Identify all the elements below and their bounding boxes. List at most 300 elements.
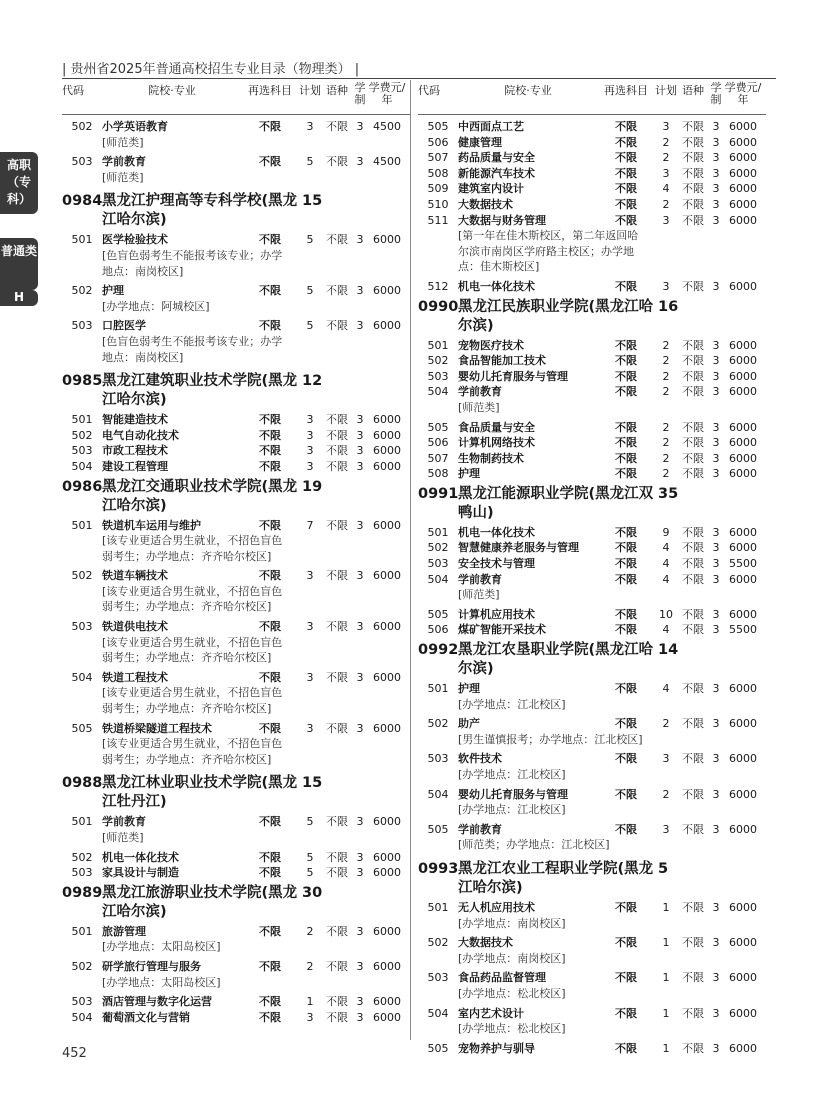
major-plan: 3 <box>662 822 670 836</box>
major-note: [师范类] <box>458 588 500 602</box>
major-subject: 不限 <box>259 444 281 458</box>
major-note: [办学地点：江北校区] <box>458 697 566 711</box>
major-code: 503 <box>427 752 449 766</box>
major-code: 503 <box>71 866 93 880</box>
major-fee: 6000 <box>373 1010 401 1024</box>
major-subject: 不限 <box>259 284 281 298</box>
major-code: 502 <box>71 284 93 298</box>
major-lang: 不限 <box>326 120 348 133</box>
major-code: 504 <box>427 572 449 586</box>
major-name: 医学检验技术 <box>102 233 168 247</box>
major-code: 502 <box>71 120 93 133</box>
major-code: 505 <box>427 607 449 621</box>
major-name: 智能建造技术 <box>102 413 168 427</box>
major-name: 小学英语教育 <box>102 120 168 133</box>
major-fee: 6000 <box>373 319 401 333</box>
major-name: 护理 <box>458 682 480 696</box>
major-note: [师范类] <box>102 170 144 184</box>
major-code: 506 <box>427 623 449 637</box>
major-name: 食品智能加工技术 <box>458 354 546 368</box>
major-fee: 6000 <box>373 850 401 864</box>
column-header <box>418 80 766 115</box>
major-lang: 不限 <box>326 233 348 247</box>
school-heading <box>418 298 766 336</box>
major-subject: 不限 <box>615 385 637 399</box>
left-column <box>62 80 410 1025</box>
major-lang: 不限 <box>326 413 348 427</box>
major-note: [办学地点：太阳岛校区] <box>102 940 221 954</box>
major-sys: 3 <box>712 752 720 766</box>
major-sys: 3 <box>356 120 364 133</box>
col-sys: 学制 <box>710 81 722 106</box>
major-fee: 6000 <box>729 787 757 801</box>
major-note: [该专业更适合男生就业，不招色盲色弱考生；办学地点：齐齐哈尔校区] <box>102 584 283 614</box>
major-note: [办学地点：江北校区] <box>458 768 566 781</box>
major-code: 501 <box>71 233 93 247</box>
major-code: 501 <box>427 900 449 914</box>
major-sys: 3 <box>356 155 364 169</box>
major-row <box>62 518 410 534</box>
major-subject: 不限 <box>259 866 281 880</box>
major-code: 501 <box>71 815 93 829</box>
school-code: 0989 <box>62 884 103 901</box>
major-name: 软件技术 <box>458 752 502 766</box>
major-code: 502 <box>427 354 449 368</box>
major-name: 计算机网络技术 <box>458 436 535 450</box>
major-fee: 6000 <box>729 213 757 227</box>
major-sys: 3 <box>712 369 720 383</box>
major-plan: 3 <box>662 752 670 766</box>
major-code: 506 <box>427 436 449 450</box>
major-row <box>62 232 410 248</box>
header-rule <box>62 78 776 79</box>
major-note: [第一年在佳木斯校区，第二年返回哈尔滨市南岗区学府路主校区；办学地点：佳木斯校区] <box>458 229 639 274</box>
side-tab-category: 普通类 <box>0 238 38 290</box>
major-code: 503 <box>71 444 93 458</box>
major-plan: 1 <box>662 971 670 985</box>
major-sys: 3 <box>712 787 720 801</box>
major-lang: 不限 <box>682 971 704 985</box>
major-code: 504 <box>427 1006 449 1020</box>
major-lang: 不限 <box>682 135 704 149</box>
col-subject: 再选科目 <box>604 84 648 97</box>
major-fee: 6000 <box>729 607 757 621</box>
major-subject: 不限 <box>615 151 637 165</box>
major-name: 学前教育 <box>458 822 502 836</box>
major-plan: 3 <box>662 213 670 227</box>
major-lang: 不限 <box>682 338 704 352</box>
major-sys: 3 <box>712 525 720 539</box>
major-row <box>418 935 766 951</box>
major-subject: 不限 <box>259 721 281 735</box>
major-row <box>62 721 410 737</box>
major-fee: 6000 <box>729 420 757 434</box>
major-lang: 不限 <box>682 682 704 696</box>
major-sys: 3 <box>356 444 364 458</box>
major-name: 助产 <box>458 717 480 731</box>
major-sys: 3 <box>356 850 364 864</box>
major-subject: 不限 <box>615 338 637 352</box>
major-sys: 3 <box>356 721 364 735</box>
major-subject: 不限 <box>615 572 637 586</box>
major-sys: 3 <box>712 936 720 950</box>
major-fee: 6000 <box>729 197 757 211</box>
major-lang: 不限 <box>326 924 348 938</box>
school-name: 黑龙江能源职业学院(黑龙江双鸭山) <box>458 485 654 521</box>
col-plan: 计划 <box>299 84 321 97</box>
school-code: 0985 <box>62 373 103 390</box>
major-lang: 不限 <box>326 959 348 973</box>
school-code: 0990 <box>418 298 459 315</box>
major-name: 葡萄酒文化与营销 <box>102 1010 190 1024</box>
major-note: [色盲色弱考生不能报考该专业；办学地点：南岗校区] <box>102 248 283 278</box>
major-code: 501 <box>71 924 93 938</box>
major-plan: 2 <box>662 385 670 399</box>
major-subject: 不限 <box>615 436 637 450</box>
major-code: 504 <box>71 670 93 684</box>
major-sys: 3 <box>356 459 364 473</box>
major-lang: 不限 <box>326 850 348 864</box>
school-code: 0988 <box>62 775 103 792</box>
major-lang: 不限 <box>682 525 704 539</box>
major-sys: 3 <box>712 135 720 149</box>
major-sys: 3 <box>712 420 720 434</box>
school-code: 0993 <box>418 860 459 877</box>
major-plan: 2 <box>662 338 670 352</box>
major-lang: 不限 <box>682 420 704 434</box>
major-fee: 6000 <box>729 354 757 368</box>
major-subject: 不限 <box>259 959 281 973</box>
major-note: [该专业更适合男生就业，不招色盲色弱考生；办学地点：齐齐哈尔校区] <box>102 686 283 716</box>
major-row <box>62 865 410 881</box>
major-plan: 4 <box>662 682 670 696</box>
major-sys: 3 <box>356 319 364 333</box>
major-lang: 不限 <box>326 518 348 532</box>
page-title: 贵州省2025年普通高校招生专业目录（物理类） <box>70 62 351 77</box>
major-subject: 不限 <box>259 850 281 864</box>
major-sys: 3 <box>712 213 720 227</box>
major-name: 健康管理 <box>458 135 502 149</box>
major-row <box>418 822 766 838</box>
major-lang: 不限 <box>326 721 348 735</box>
major-subject: 不限 <box>615 607 637 621</box>
major-lang: 不限 <box>682 1041 704 1055</box>
major-row <box>418 681 766 697</box>
major-name: 安全技术与管理 <box>458 557 535 571</box>
major-name: 计算机应用技术 <box>458 607 535 621</box>
major-sys: 3 <box>356 959 364 973</box>
major-lang: 不限 <box>682 623 704 637</box>
row-gap <box>62 185 410 189</box>
major-plan: 1 <box>662 900 670 914</box>
major-row <box>418 572 766 588</box>
major-subject: 不限 <box>259 1010 281 1024</box>
major-row <box>62 119 410 135</box>
major-code: 505 <box>427 120 449 133</box>
column-divider <box>410 80 411 1040</box>
major-name: 市政工程技术 <box>102 444 168 458</box>
major-plan: 3 <box>306 721 314 735</box>
major-name: 学前教育 <box>458 572 502 586</box>
school-name: 黑龙江交通职业技术学院(黑龙江哈尔滨) <box>102 478 298 514</box>
major-name: 室内艺术设计 <box>458 1006 524 1020</box>
major-row <box>62 318 410 334</box>
major-code: 501 <box>71 518 93 532</box>
major-plan: 5 <box>306 155 314 169</box>
major-row <box>418 787 766 803</box>
major-lang: 不限 <box>682 557 704 571</box>
major-sys: 3 <box>712 607 720 621</box>
major-plan: 4 <box>662 182 670 196</box>
major-sys: 3 <box>712 279 720 293</box>
major-code: 511 <box>427 213 449 227</box>
major-name: 旅游管理 <box>102 924 146 938</box>
major-row <box>418 622 766 638</box>
major-subject: 不限 <box>615 541 637 555</box>
major-lang: 不限 <box>682 354 704 368</box>
school-plan: 16 <box>658 298 679 315</box>
major-note: [师范类] <box>458 400 500 414</box>
major-plan: 2 <box>662 467 670 481</box>
major-fee: 5500 <box>729 623 757 637</box>
major-code: 507 <box>427 451 449 465</box>
major-lang: 不限 <box>682 182 704 196</box>
major-lang: 不限 <box>682 120 704 133</box>
major-subject: 不限 <box>615 182 637 196</box>
major-name: 护理 <box>102 284 124 298</box>
major-plan: 2 <box>662 787 670 801</box>
major-code: 501 <box>427 525 449 539</box>
side-tab-level: 高职（专科） <box>0 152 38 214</box>
major-note: [该专业更适合男生就业，不招色盲色弱考生；办学地点：齐齐哈尔校区] <box>102 737 283 766</box>
major-name: 婴幼儿托育服务与管理 <box>458 787 568 801</box>
major-plan: 2 <box>662 436 670 450</box>
major-fee: 6000 <box>373 444 401 458</box>
school-heading <box>62 372 410 410</box>
major-lang: 不限 <box>682 385 704 399</box>
major-sys: 3 <box>356 995 364 1009</box>
major-subject: 不限 <box>615 1041 637 1055</box>
major-sys: 3 <box>356 233 364 247</box>
major-plan: 3 <box>662 120 670 133</box>
major-sys: 3 <box>712 822 720 836</box>
major-note: [该专业更适合男生就业，不招色盲色弱考生；办学地点：齐齐哈尔校区] <box>102 635 283 665</box>
major-fee: 6000 <box>729 338 757 352</box>
major-code: 506 <box>427 135 449 149</box>
major-fee: 6000 <box>373 518 401 532</box>
major-subject: 不限 <box>615 822 637 836</box>
school-name: 黑龙江农业工程职业学院(黑龙江哈尔滨) <box>458 860 654 896</box>
major-sys: 3 <box>712 151 720 165</box>
major-row <box>418 540 766 556</box>
major-sys: 3 <box>356 1010 364 1024</box>
col-code: 代码 <box>62 84 84 97</box>
major-code: 502 <box>427 936 449 950</box>
major-lang: 不限 <box>326 459 348 473</box>
school-name: 黑龙江护理高等专科学校(黑龙江哈尔滨) <box>102 193 298 229</box>
major-subject: 不限 <box>615 557 637 571</box>
page-number: 452 <box>62 1046 87 1061</box>
major-plan: 3 <box>306 428 314 442</box>
major-fee: 6000 <box>729 369 757 383</box>
row-gap <box>418 853 766 857</box>
major-row <box>62 959 410 975</box>
major-row <box>418 1041 766 1057</box>
major-plan: 2 <box>662 420 670 434</box>
major-sys: 3 <box>356 670 364 684</box>
major-plan: 4 <box>662 557 670 571</box>
major-sys: 3 <box>712 166 720 180</box>
major-row <box>62 994 410 1010</box>
major-code: 505 <box>71 721 93 735</box>
school-plan: 19 <box>302 478 323 495</box>
major-row <box>418 135 766 151</box>
major-row <box>62 412 410 428</box>
major-subject: 不限 <box>259 815 281 829</box>
major-name: 机电一体化技术 <box>458 525 535 539</box>
major-subject: 不限 <box>615 971 637 985</box>
major-code: 508 <box>427 166 449 180</box>
major-subject: 不限 <box>259 995 281 1009</box>
major-code: 503 <box>427 557 449 571</box>
major-code: 503 <box>71 620 93 634</box>
major-lang: 不限 <box>326 1010 348 1024</box>
major-name: 电气自动化技术 <box>102 428 179 442</box>
major-row <box>418 181 766 197</box>
major-name: 机电一体化技术 <box>102 850 179 864</box>
major-fee: 6000 <box>373 866 401 880</box>
school-name: 黑龙江旅游职业技术学院(黑龙江哈尔滨) <box>102 884 298 920</box>
col-name: 院校·专业 <box>148 84 196 97</box>
major-sys: 3 <box>356 866 364 880</box>
major-row <box>62 283 410 299</box>
school-plan: 5 <box>658 860 669 877</box>
major-lang: 不限 <box>682 1006 704 1020</box>
major-code: 503 <box>71 319 93 333</box>
major-sys: 3 <box>712 717 720 731</box>
major-name: 机电一体化技术 <box>458 279 535 293</box>
major-lang: 不限 <box>682 787 704 801</box>
major-name: 生物制药技术 <box>458 451 524 465</box>
major-subject: 不限 <box>615 1006 637 1020</box>
major-row <box>418 451 766 467</box>
major-sys: 3 <box>356 518 364 532</box>
major-lang: 不限 <box>326 155 348 169</box>
major-lang: 不限 <box>326 815 348 829</box>
major-code: 503 <box>427 369 449 383</box>
school-code: 0991 <box>418 485 459 502</box>
major-subject: 不限 <box>615 369 637 383</box>
major-row <box>418 970 766 986</box>
major-subject: 不限 <box>259 155 281 169</box>
major-name: 食品质量与安全 <box>458 420 535 434</box>
major-note: [办学地点：阿城校区] <box>102 299 210 313</box>
major-fee: 6000 <box>373 620 401 634</box>
major-fee: 6000 <box>373 959 401 973</box>
col-name: 院校·专业 <box>504 84 552 97</box>
major-plan: 3 <box>306 459 314 473</box>
side-tab-letter: H <box>0 290 38 306</box>
major-name: 建筑室内设计 <box>458 182 524 196</box>
major-subject: 不限 <box>615 166 637 180</box>
major-row <box>418 119 766 135</box>
major-name: 婴幼儿托育服务与管理 <box>458 369 568 383</box>
col-fee: 学费元/年 <box>724 81 762 106</box>
major-subject: 不限 <box>259 459 281 473</box>
school-plan: 15 <box>302 775 323 792</box>
major-plan: 3 <box>662 166 670 180</box>
major-plan: 3 <box>662 279 670 293</box>
major-row <box>62 443 410 459</box>
major-code: 502 <box>427 541 449 555</box>
entry-list <box>62 119 410 1025</box>
major-lang: 不限 <box>326 866 348 880</box>
col-lang: 语种 <box>326 84 348 97</box>
major-fee: 6000 <box>729 572 757 586</box>
major-name: 宠物医疗技术 <box>458 338 524 352</box>
school-name: 黑龙江建筑职业技术学院(黑龙江哈尔滨) <box>102 373 298 409</box>
major-plan: 3 <box>306 1010 314 1024</box>
major-plan: 3 <box>306 444 314 458</box>
major-row <box>62 428 410 444</box>
major-name: 学前教育 <box>102 155 146 169</box>
major-row <box>418 716 766 732</box>
major-sys: 3 <box>712 900 720 914</box>
row-gap <box>62 365 410 369</box>
major-sys: 3 <box>356 569 364 583</box>
major-fee: 6000 <box>729 467 757 481</box>
major-sys: 3 <box>712 682 720 696</box>
major-row <box>418 369 766 385</box>
major-sys: 3 <box>712 623 720 637</box>
major-row <box>418 466 766 482</box>
school-plan: 35 <box>658 485 679 502</box>
major-lang: 不限 <box>326 620 348 634</box>
major-plan: 5 <box>306 233 314 247</box>
major-row <box>418 525 766 541</box>
major-name: 食品药品监督管理 <box>458 971 546 985</box>
major-subject: 不限 <box>259 518 281 532</box>
major-note: [师范类] <box>102 831 144 844</box>
school-name: 黑龙江民族职业学院(黑龙江哈尔滨) <box>458 298 654 334</box>
major-code: 503 <box>427 971 449 985</box>
major-subject: 不限 <box>259 428 281 442</box>
major-fee: 6000 <box>729 1006 757 1020</box>
major-plan: 5 <box>306 815 314 829</box>
major-subject: 不限 <box>615 135 637 149</box>
major-plan: 2 <box>662 354 670 368</box>
major-lang: 不限 <box>682 572 704 586</box>
major-row <box>62 459 410 475</box>
major-lang: 不限 <box>326 428 348 442</box>
major-code: 508 <box>427 467 449 481</box>
major-plan: 1 <box>662 1006 670 1020</box>
major-note: [色盲色弱考生不能报考该专业；办学地点：南岗校区] <box>102 334 283 364</box>
major-fee: 6000 <box>729 936 757 950</box>
major-subject: 不限 <box>259 319 281 333</box>
major-lang: 不限 <box>326 444 348 458</box>
major-sys: 3 <box>356 428 364 442</box>
major-row <box>62 924 410 940</box>
major-code: 505 <box>427 1041 449 1055</box>
major-fee: 6000 <box>729 525 757 539</box>
major-fee: 6000 <box>729 900 757 914</box>
major-sys: 3 <box>712 971 720 985</box>
major-code: 505 <box>427 420 449 434</box>
major-row <box>418 279 766 295</box>
major-subject: 不限 <box>615 682 637 696</box>
major-plan: 2 <box>306 924 314 938</box>
